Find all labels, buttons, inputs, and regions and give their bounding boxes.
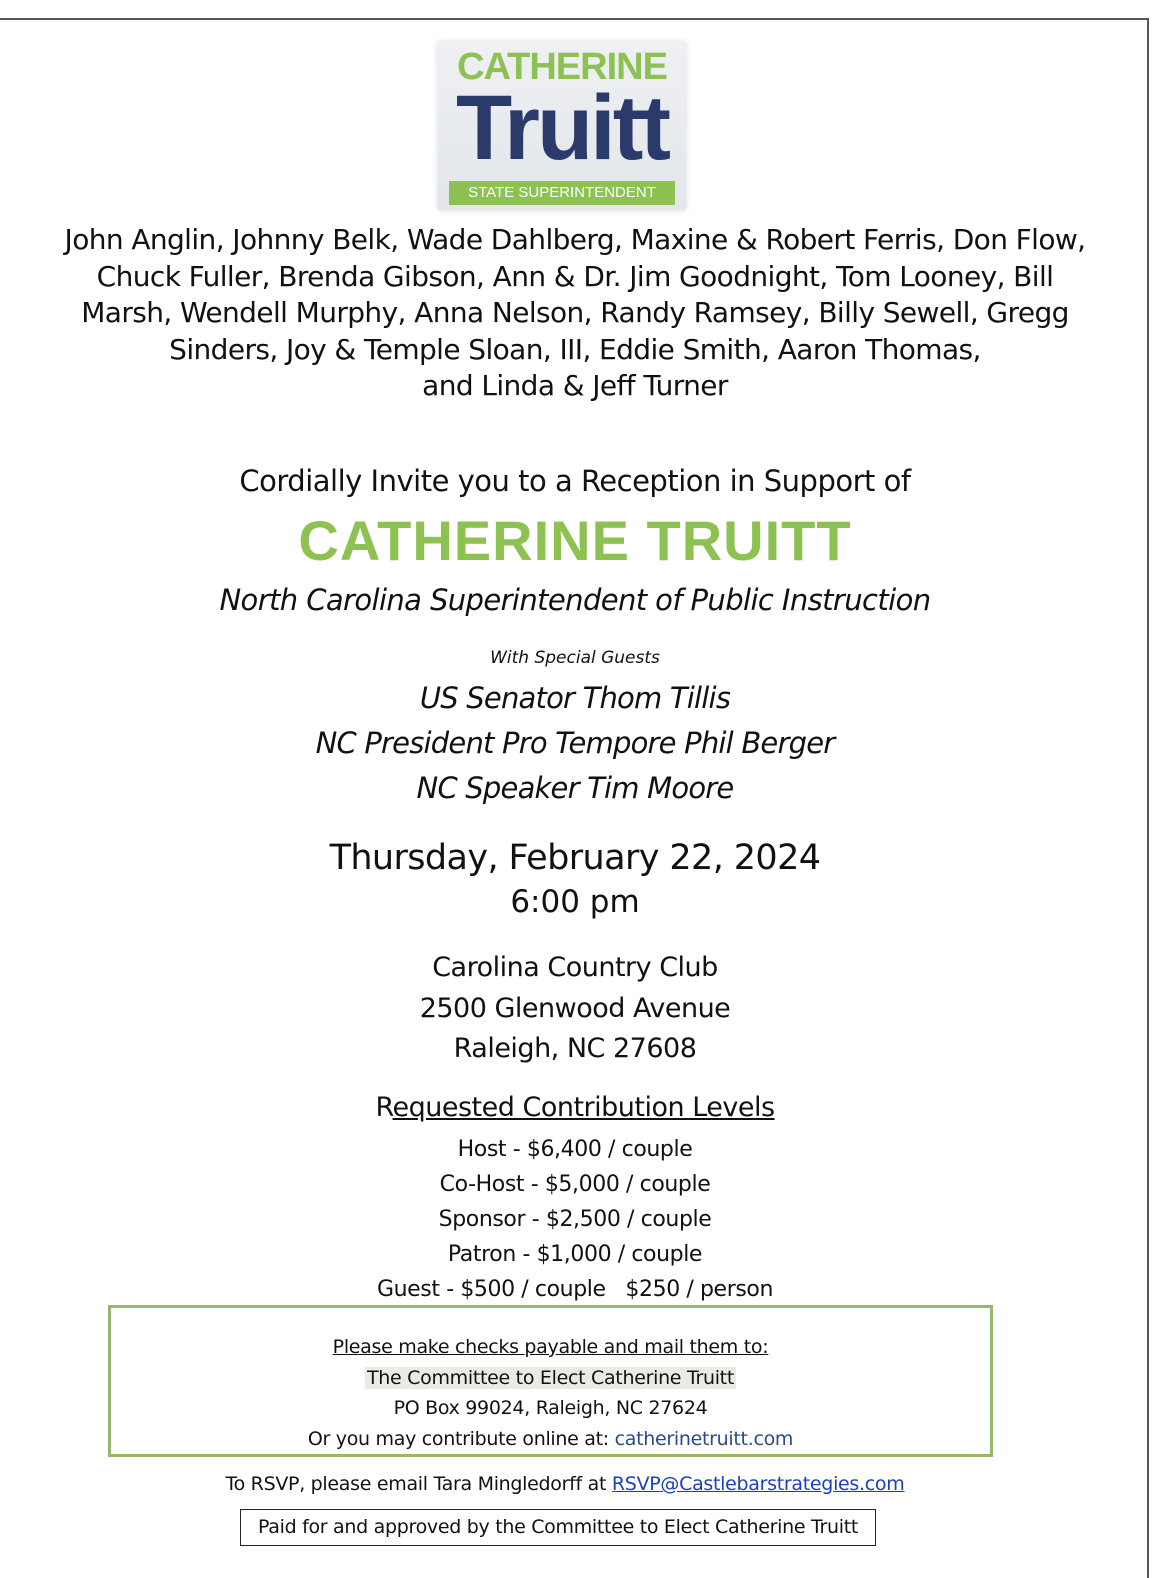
contribution-level: Co-Host - $5,000 / couple [439,1172,711,1197]
contribution-level: Host - $6,400 / couple [457,1137,693,1162]
office-title: North Carolina Superintendent of Public Instruction [219,583,931,617]
venue-city: Raleigh, NC 27608 [453,1033,697,1064]
event-date: Thursday, February 22, 2024 [329,838,821,878]
logo-top-text: CATHERINE [457,46,667,88]
venue-name: Carolina Country Club [432,952,718,983]
venue-street: 2500 Glenwood Avenue [419,992,731,1024]
special-guests-label: With Special Guests [490,648,660,668]
candidate-name: CATHERINE TRUITT [298,509,852,572]
contribution-level: Patron - $1,000 / couple [447,1242,703,1267]
host-line: Sinders, Joy & Temple Sloan, III, Eddie Smith, Aaron Thomas, [169,332,981,366]
event-venue [0,948,1150,1070]
contribution-levels-title [0,1092,1150,1123]
host-line: Chuck Fuller, Brenda Gibson, Ann & Dr. Jim Goodnight, Tom Looney, Bill [96,259,1054,293]
host-committee [0,222,1150,405]
campaign-logo [438,42,686,210]
special-guests [0,676,1150,811]
contribution-level: Sponsor - $2,500 / couple [438,1207,712,1232]
rsvp-email-link[interactable]: RSVP@Castlebarstrategies.com [611,1473,905,1495]
title-initial: R [375,1092,393,1123]
mailing-address: PO Box 99024, Raleigh, NC 27624 [393,1397,708,1419]
logo-main-text: Truitt [456,77,668,179]
invite-text: Cordially Invite you to a Reception in Support of [239,464,911,498]
special-guest: NC Speaker Tim Moore [416,771,734,805]
mail-instructions: Please make checks payable and mail them to: [332,1336,769,1358]
host-line: and Linda & Jeff Turner [422,369,728,402]
special-guest: NC President Pro Tempore Phil Berger [315,726,835,760]
rsvp-prefix: To RSVP, please email Tara Mingledorff at [225,1473,612,1495]
contribution-levels [0,1132,1150,1307]
logo-subtitle-bar [449,181,675,205]
contribution-level: Guest - $500 / couple $250 / person [376,1277,773,1302]
rsvp-line [0,1473,1130,1495]
event-time: 6:00 pm [510,884,640,920]
host-line: John Anglin, Johnny Belk, Wade Dahlberg, Maxine & Robert Ferris, Don Flow, [64,223,1086,256]
logo-subtitle: STATE SUPERINTENDENT [468,184,656,201]
mail-instructions-box [108,1305,993,1457]
online-prefix: Or you may contribute online at: [307,1427,615,1450]
website-link[interactable]: catherinetruitt.com [614,1427,794,1450]
committee-name: The Committee to Elect Catherine Truitt [366,1366,734,1389]
special-guest: US Senator Thom Tillis [419,681,731,715]
host-line: Marsh, Wendell Murphy, Anna Nelson, Randy Ramsey, Billy Sewell, Gregg [81,296,1069,329]
disclaimer-box: Paid for and approved by the Committee to Elect Catherine Truitt [240,1509,876,1546]
title-rest: equested Contribution Levels [392,1092,775,1123]
